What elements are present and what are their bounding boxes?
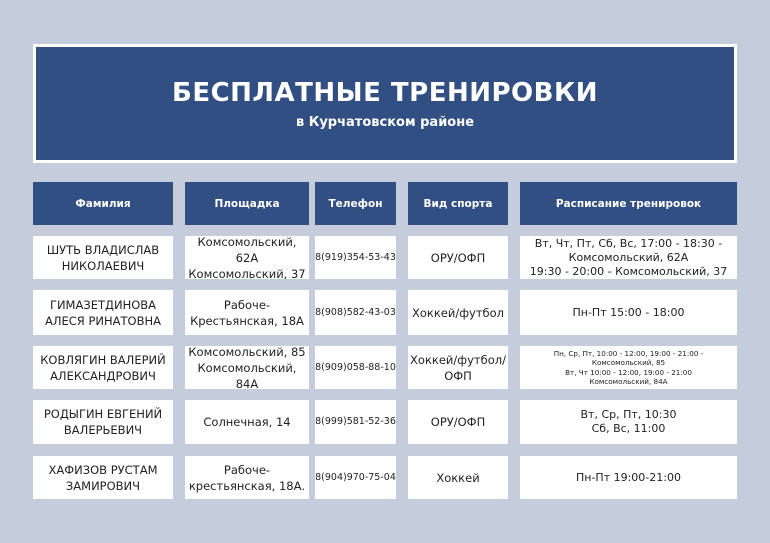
row-5-phone: 8(904)970-75-04	[315, 456, 396, 499]
row-3-schedule: Пн, Ср, Пт, 10:00 - 12:00, 19:00 - 21:00 - Комсомольский, 85 Вт, Чт 10:00 - 12:00, 19:00 - 21:00 Комсомольский, 84А	[520, 346, 737, 389]
row-4-venue: Солнечная, 14	[185, 400, 309, 444]
row-3-venue: Комсомольский, 85 Комсомольский, 84А	[185, 346, 309, 389]
page-subtitle: в Курчатовском районе	[295, 115, 475, 130]
column-header-venue: Площадка	[185, 182, 309, 225]
row-2-venue: Рабоче- Крестьянская, 18А	[185, 290, 309, 335]
row-4-sport: ОРУ/ОФП	[408, 400, 508, 444]
row-4-schedule: Вт, Ср, Пт, 10:30 Сб, Вс, 11:00	[520, 400, 737, 444]
row-4-phone: 8(999)581-52-36	[315, 400, 396, 444]
row-3-sport: Хоккей/футбол/ ОФП	[408, 346, 508, 389]
title-banner	[33, 44, 737, 163]
row-4-name: РОДЫГИН ЕВГЕНИЙ ВАЛЕРЬЕВИЧ	[33, 400, 173, 444]
row-5-schedule: Пн-Пт 19:00-21:00	[520, 456, 737, 499]
row-1-schedule: Вт, Чт, Пт, Сб, Вс, 17:00 - 18:30 - Комсомольский, 62А 19:30 - 20:00 - Комсомольский, 37	[520, 236, 737, 279]
row-5-sport: Хоккей	[408, 456, 508, 499]
row-2-schedule: Пн-Пт 15:00 - 18:00	[520, 290, 737, 335]
column-header-surname: Фамилия	[33, 182, 173, 225]
column-header-schedule: Расписание тренировок	[520, 182, 737, 225]
row-1-sport: ОРУ/ОФП	[408, 236, 508, 279]
row-3-phone: 8(909)058-88-10	[315, 346, 396, 389]
row-1-name: ШУТЬ ВЛАДИСЛАВ НИКОЛАЕВИЧ	[33, 236, 173, 279]
row-2-phone: 8(908)582-43-03	[315, 290, 396, 335]
row-2-name: ГИМАЗЕТДИНОВА АЛЕСЯ РИНАТОВНА	[33, 290, 173, 335]
row-5-venue: Рабоче- крестьянская, 18А.	[185, 456, 309, 499]
column-header-phone: Телефон	[315, 182, 396, 225]
row-5-name: ХАФИЗОВ РУСТАМ ЗАМИРОВИЧ	[33, 456, 173, 499]
row-1-venue: Комсомольский, 62А Комсомольский, 37	[185, 236, 309, 279]
column-header-sport: Вид спорта	[408, 182, 508, 225]
row-1-phone: 8(919)354-53-43	[315, 236, 396, 279]
row-2-sport: Хоккей/футбол	[408, 290, 508, 335]
page-title: БЕСПЛАТНЫЕ ТРЕНИРОВКИ	[172, 78, 598, 108]
row-3-name: КОВЛЯГИН ВАЛЕРИЙ АЛЕКСАНДРОВИЧ	[33, 346, 173, 389]
